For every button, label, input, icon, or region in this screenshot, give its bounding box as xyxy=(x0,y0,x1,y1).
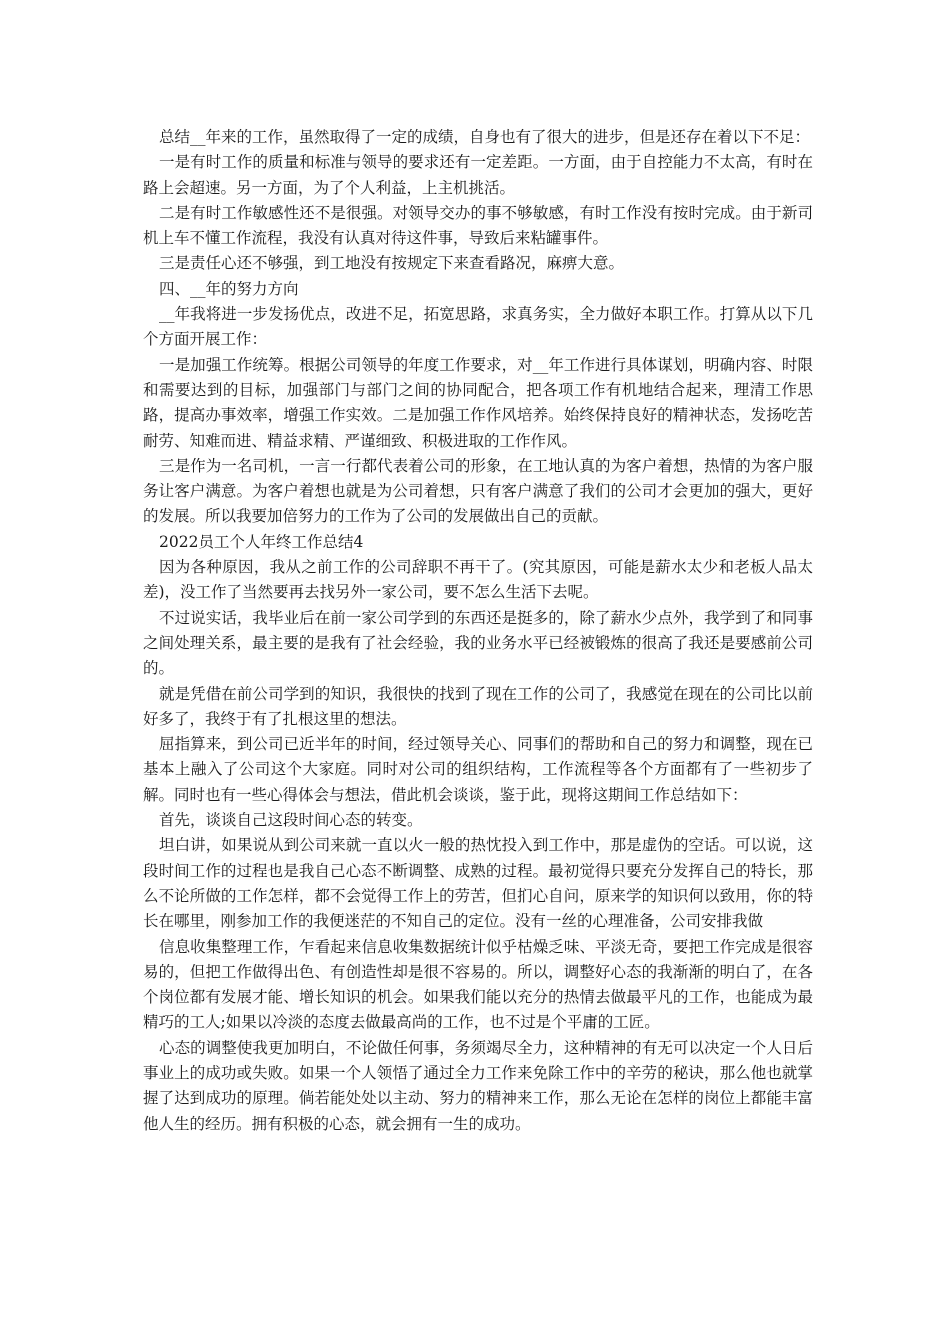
paragraph: 三是责任心还不够强，到工地没有按规定下来查看路况，麻痹大意。 xyxy=(159,254,625,273)
section-heading: 四、__年的努力方向 xyxy=(159,279,299,298)
paragraph: __年我将进一步发扬优点，改进不足，拓宽思路，求真务实，全力做好本职工作。打算从以下几个方面开展工作： xyxy=(143,305,813,349)
paragraph: 三是作为一名司机，一言一行都代表着公司的形象，在工地认真的为客户着想，热情的为客户服务让客户满意。为客户着想也就是为公司着想，只有客户满意了我们的公司才会更加的强大，更好的发展。所以我要加倍努力的工作为了公司的发展做出自己的贡献。 xyxy=(143,456,813,526)
paragraph: 屈指算来，到公司已近半年的时间，经过领导关心、同事们的帮助和自己的努力和调整，现在已基本上融入了公司这个大家庭。同时对公司的组织结构，工作流程等各个方面都有了一些初步了解。同时也有一些心得体会与想法，借此机会谈谈，鉴于此，现将这期间工作总结如下： xyxy=(143,735,813,804)
paragraph: 因为各种原因，我从之前工作的公司辞职不再干了。(究其原因，可能是薪水太少和老板人品太差)，没工作了当然要再去找另外一家公司，要不怎么生活下去呢。 xyxy=(143,558,813,602)
paragraph: 坦白讲，如果说从到公司来就一直以火一般的热忱投入到工作中，那是虚伪的空话。可以说，这段时间工作的过程也是我自己心态不断调整、成熟的过程。最初觉得只要充分发挥自己的特长，那么不论所做的工作怎样，都不会觉得工作上的劳苦，但扪心自问，原来学的知识何以致用，你的特长在哪里，刚参加工作的我便迷茫的不知自己的定位。没有一丝的心理准备，公司安排我做 xyxy=(143,836,813,931)
paragraph: 心态的调整使我更加明白，不论做任何事，务须竭尽全力，这种精神的有无可以决定一个人日后事业上的成功或失败。如果一个人领悟了通过全力工作来免除工作中的辛劳的秘诀，那么他也就掌握了达到成功的原理。倘若能处处以主动、努力的精神来工作，那么无论在怎样的岗位上都能丰富他人生的经历。拥有积极的心态，就会拥有一生的成功。 xyxy=(143,1038,813,1133)
paragraph: 信息收集整理工作，乍看起来信息收集数据统计似乎枯燥乏味、平淡无奇，要把工作完成是很容易的，但把工作做得出色、有创造性却是很不容易的。所以，调整好心态的我渐渐的明白了，在各个岗位都有发展才能、增长知识的机会。如果我们能以充分的热情去做最平凡的工作，也能成为最精巧的工人;如果以冷淡的态度去做最高尚的工作，也不过是个平庸的工匠。 xyxy=(143,937,813,1032)
paragraph: 一是加强工作统筹。根据公司领导的年度工作要求，对__年工作进行具体谋划，明确内容、时限和需要达到的目标，加强部门与部门之间的协同配合，把各项工作有机地结合起来，理清工作思路，提高办事效率，增强工作实效。二是加强工作作风培养。始终保持良好的精神状态，发扬吃苦耐劳、知难而进、精益求精、严谨细致、积极进取的工作作风。 xyxy=(143,355,813,450)
paragraph: 总结__年来的工作，虽然取得了一定的成绩，自身也有了很大的进步，但是还存在着以下不足： xyxy=(159,128,811,146)
paragraph: 二是有时工作敏感性还不是很强。对领导交办的事不够敏感，有时工作没有按时完成。由于新司机上车不懂工作流程，我没有认真对待这件事，导致后来粘罐事件。 xyxy=(143,203,813,248)
article-title: 2022员工个人年终工作总结4 xyxy=(159,532,364,551)
paragraph: 首先，谈谈自己这段时间心态的转变。 xyxy=(159,811,423,830)
paragraph: 不过说实话，我毕业后在前一家公司学到的东西还是挺多的，除了薪水少点外，我学到了和同事之间处理关系，最主要的是我有了社会经验，我的业务水平已经被锻炼的很高了我还是要感前公司的。 xyxy=(143,608,813,678)
document-body xyxy=(143,125,813,1137)
paragraph: 就是凭借在前公司学到的知识，我很快的找到了现在工作的公司了，我感觉在现在的公司比以前好多了，我终于有了扎根这里的想法。 xyxy=(143,684,813,728)
paragraph: 一是有时工作的质量和标准与领导的要求还有一定差距。一方面，由于自控能力不太高，有时在路上会超速。另一方面，为了个人利益，上主机挑活。 xyxy=(143,153,813,197)
